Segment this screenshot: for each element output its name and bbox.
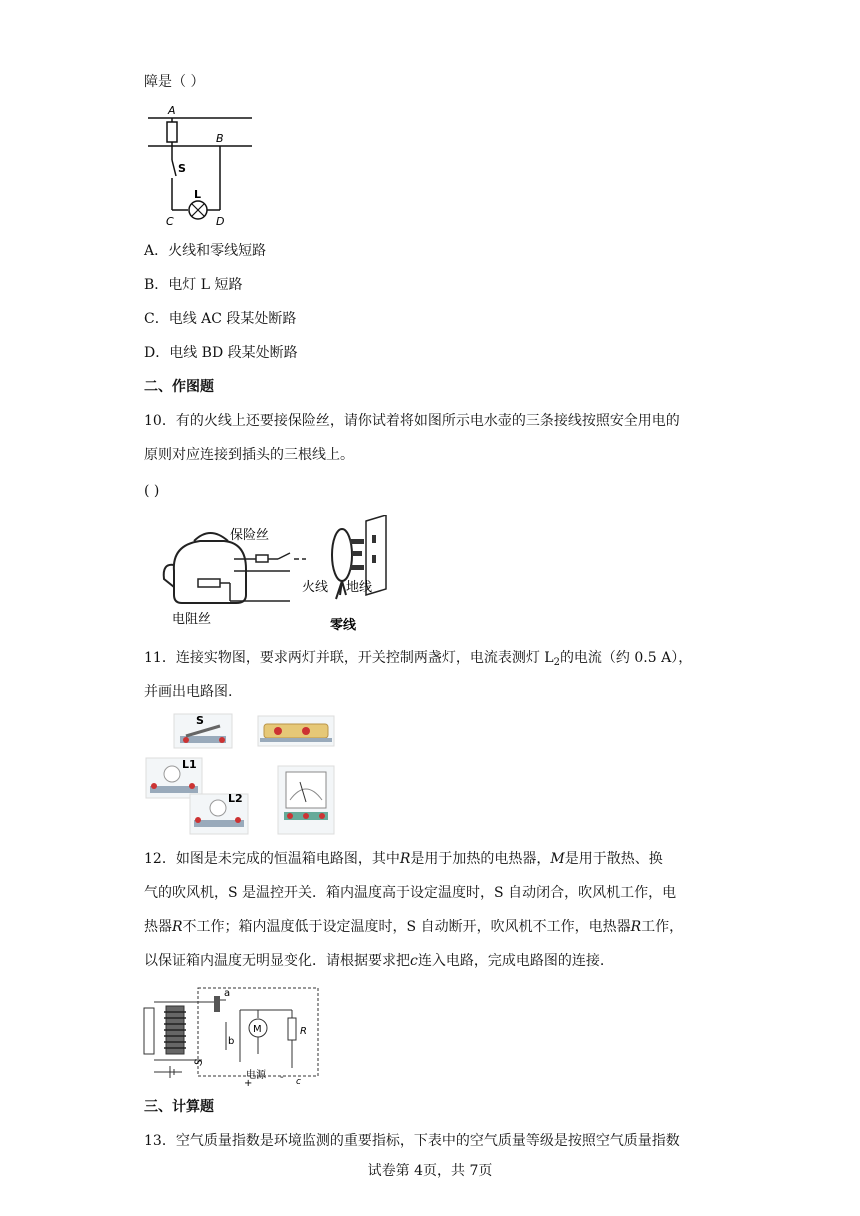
q9-stem-tail: 障是（ ） bbox=[144, 74, 205, 90]
q9-label-s: S bbox=[178, 162, 186, 175]
q12-stem-line3: 热器R不工作；箱内温度低于设定温度时，S 自动断开，吹风机不工作，电热器R工作， bbox=[144, 919, 684, 935]
q10-label-neutral: 零线 bbox=[330, 618, 357, 633]
q11-label-switch: S bbox=[196, 714, 204, 727]
q12-stem-line2: 气的吹风机，S 是温控开关．箱内温度高于设定温度时，S 自动闭合，吹风机工作，电 bbox=[144, 885, 677, 901]
q9-option-b: B．电灯 L 短路 bbox=[144, 277, 243, 293]
q9-option-c: C．电线 AC 段某处断路 bbox=[144, 311, 297, 327]
q12-label-m: M bbox=[253, 1024, 262, 1035]
q10-label-resistor: 电阻丝 bbox=[172, 612, 212, 627]
q9-label-c: C bbox=[166, 215, 174, 228]
q10-stem-line2: 原则对应连接到插头的三根线上。 bbox=[144, 447, 354, 463]
q10-label-live: 火线 bbox=[302, 580, 329, 595]
page-footer: 试卷第 4页，共 7页 bbox=[367, 1163, 493, 1179]
q10-kettle-plug-figure bbox=[160, 515, 390, 633]
q10-label-ground: 地线 bbox=[346, 580, 373, 595]
q9-label-b: B bbox=[216, 132, 224, 145]
q12-label-b: b bbox=[228, 1036, 235, 1047]
q9-label-l: L bbox=[194, 188, 202, 201]
q11-stem-line1: 11．连接实物图，要求两灯并联，开关控制两盏灯，电流表测灯 $L_2$的电流（约 0.5 A）， bbox=[144, 650, 693, 668]
q11-label-l2: L2 bbox=[228, 792, 243, 805]
q9-option-d: D．电线 BD 段某处断路 bbox=[144, 345, 298, 361]
q12-stem-line1: 12．如图是未完成的恒温箱电路图，其中R是用于加热的电热器，M是用于散热、换 bbox=[144, 851, 663, 867]
q12-stem-line4: 以保证箱内温度无明显变化．请根据要求把c连入电路，完成电路图的连接. bbox=[144, 953, 605, 969]
q9-label-d: D bbox=[216, 215, 225, 228]
q12-label-s: S bbox=[192, 1057, 206, 1068]
q9-label-a: A bbox=[168, 104, 176, 117]
q12-label-source: 电源 bbox=[246, 1070, 266, 1081]
q12-thermostat-circuit-figure bbox=[142, 982, 322, 1086]
section-2-heading: 二、作图题 bbox=[144, 379, 214, 395]
q9-circuit-figure bbox=[144, 102, 264, 228]
section-3-heading: 三、计算题 bbox=[144, 1099, 214, 1115]
q11-components-figure bbox=[140, 712, 340, 836]
q12-label-c: c bbox=[296, 1077, 301, 1086]
q12-plus-sign: + bbox=[244, 1078, 253, 1086]
q10-answer-blank: ( ) bbox=[144, 483, 160, 499]
q10-label-fuse: 保险丝 bbox=[230, 528, 270, 543]
q9-option-a: A．火线和零线短路 bbox=[144, 243, 267, 259]
q10-stem-line1: 10．有的火线上还要接保险丝，请你试着将如图所示电水壶的三条接线按照安全用电的 bbox=[144, 413, 680, 429]
q13-stem-line1: 13．空气质量指数是环境监测的重要指标，下表中的空气质量等级是按照空气质量指数 bbox=[144, 1133, 680, 1149]
q12-label-r: R bbox=[300, 1026, 307, 1037]
q12-minus-sign: - bbox=[280, 1072, 284, 1083]
q11-label-l1: L1 bbox=[182, 758, 197, 771]
q11-stem-line2: 并画出电路图. bbox=[144, 684, 233, 700]
q12-label-a: a bbox=[224, 988, 231, 999]
